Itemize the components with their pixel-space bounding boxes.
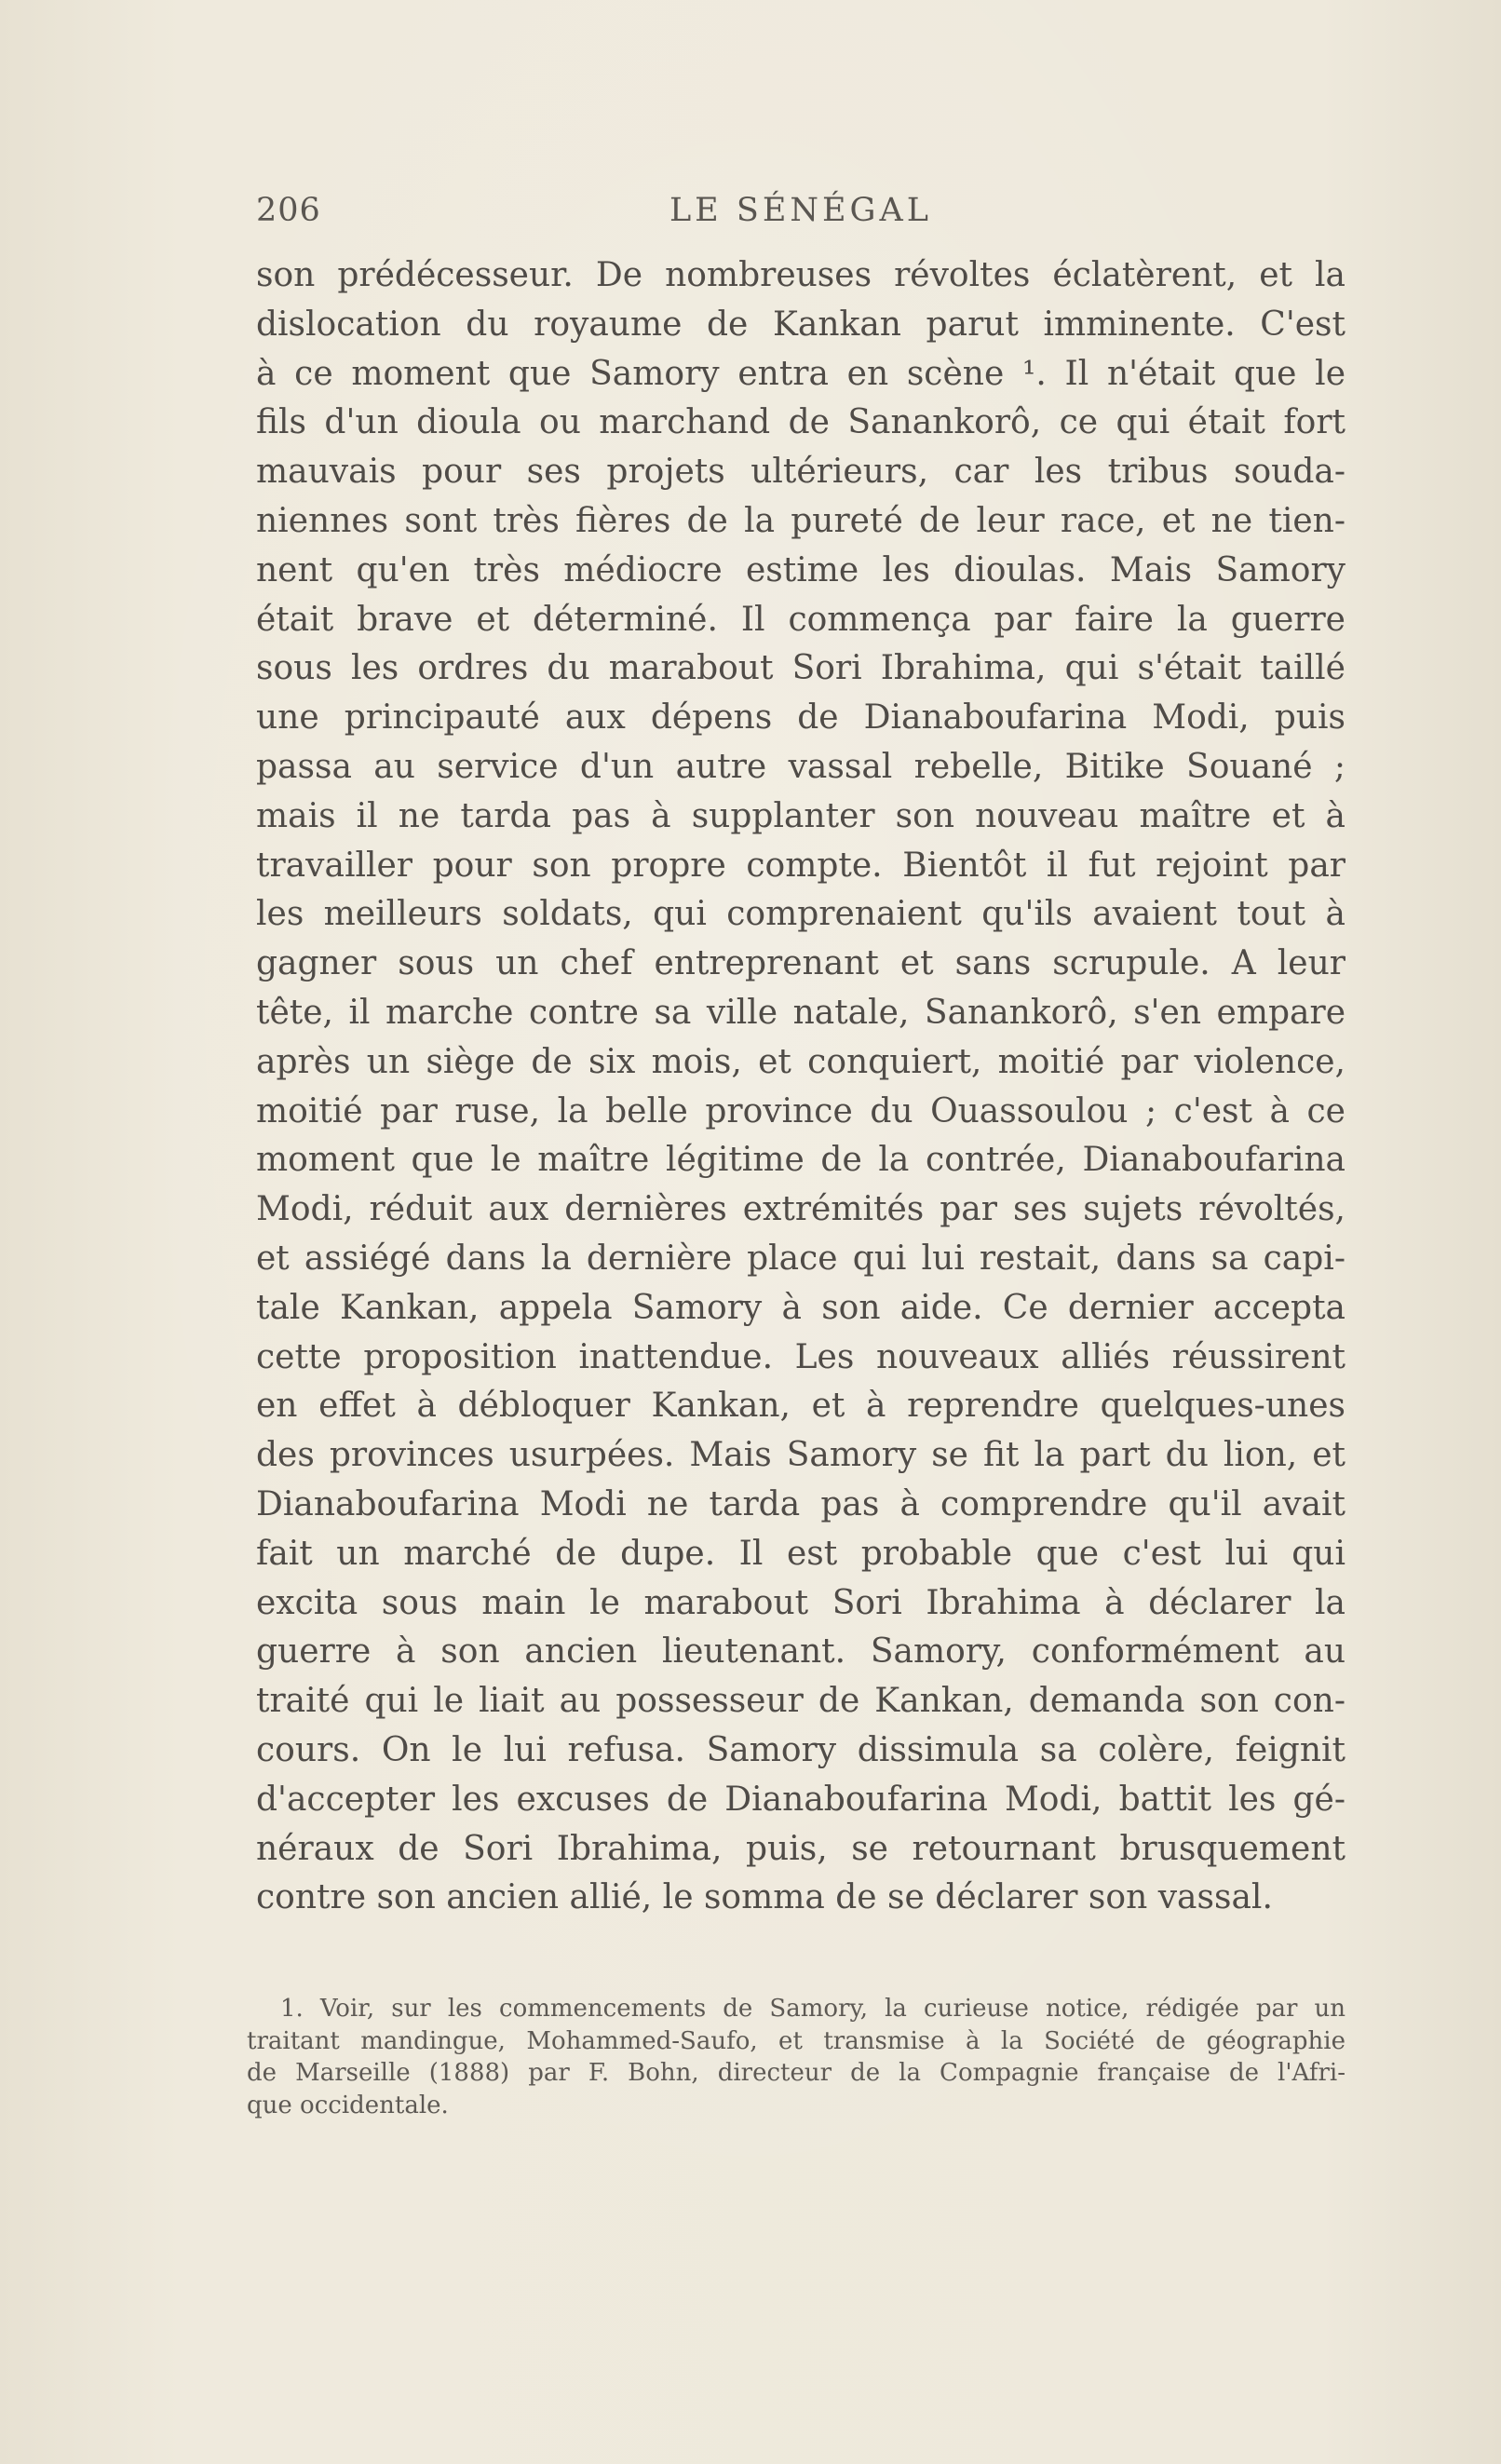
text-line: guerre à son ancien lieutenant. Samory, conformément au: [256, 1632, 1345, 1672]
text-line: travailler pour son propre compte. Bientôt il fut rejoint par: [256, 846, 1345, 885]
footnote-line: traitant mandingue, Mohammed-Saufo, et transmise à la Société de géographie: [247, 2026, 1345, 2055]
text-line: niennes sont très fières de la pureté de leur race, et ne tien-: [256, 501, 1345, 540]
text-line: moitié par ruse, la belle province du Ouassoulou ; c'est à ce: [256, 1091, 1345, 1130]
text-line: Modi, réduit aux dernières extrémités par ses sujets révoltés,: [256, 1190, 1345, 1229]
running-title: LE SÉNÉGAL: [669, 192, 933, 229]
text-line: dislocation du royaume de Kankan parut imminente. C'est: [256, 305, 1345, 344]
text-line: néraux de Sori Ibrahima, puis, se retournant brusquement: [256, 1829, 1345, 1868]
text-line: fait un marché de dupe. Il est probable que c'est lui qui: [256, 1534, 1345, 1573]
page-number: 206: [256, 192, 321, 229]
text-line: tête, il marche contre sa ville natale, Sanankorô, s'en empare: [256, 993, 1345, 1032]
text-line: fils d'un dioula ou marchand de Sanankorô, ce qui était fort: [256, 403, 1345, 442]
footnote: [247, 1993, 1345, 2121]
text-line: moment que le maître légitime de la contrée, Dianaboufarina: [256, 1141, 1345, 1180]
text-line: mais il ne tarda pas à supplanter son nouveau maître et à: [256, 796, 1345, 835]
text-line: traité qui le liait au possesseur de Kankan, demanda son con-: [256, 1682, 1345, 1721]
footnote-line: que occidentale.: [247, 2091, 449, 2119]
text-line: les meilleurs soldats, qui comprenaient qu'ils avaient tout à: [256, 895, 1345, 934]
footnote-line: de Marseille (1888) par F. Bohn, directeur de la Compagnie française de l'Afri-: [247, 2059, 1345, 2087]
text-line: cours. On le lui refusa. Samory dissimula sa colère, feignit: [256, 1730, 1345, 1769]
text-line: une principauté aux dépens de Dianaboufarina Modi, puis: [256, 698, 1345, 738]
text-line: Dianaboufarina Modi ne tarda pas à comprendre qu'il avait: [256, 1484, 1345, 1523]
page-header: [256, 192, 1345, 233]
text-line: sous les ordres du marabout Sori Ibrahima, qui s'était taillé: [256, 649, 1345, 688]
text-line: nent qu'en très médiocre estime les dioulas. Mais Samory: [256, 550, 1345, 589]
text-line: son prédécesseur. De nombreuses révoltes éclatèrent, et la: [256, 256, 1345, 294]
text-line: était brave et déterminé. Il commença par faire la guerre: [256, 600, 1345, 639]
text-line: après un siège de six mois, et conquiert, moitié par violence,: [256, 1042, 1345, 1081]
text-line: gagner sous un chef entreprenant et sans scrupule. A leur: [256, 944, 1345, 983]
text-line: passa au service d'un autre vassal rebelle, Bitike Souané ;: [256, 747, 1345, 786]
body-text: [256, 251, 1345, 1923]
text-line: cette proposition inattendue. Les nouveaux alliés réussirent: [256, 1337, 1345, 1376]
text-line: des provinces usurpées. Mais Samory se fit la part du lion, et: [256, 1436, 1345, 1475]
text-line: tale Kankan, appela Samory à son aide. Ce dernier accepta: [256, 1288, 1345, 1327]
text-line: contre son ancien allié, le somma de se déclarer son vassal.: [256, 1878, 1273, 1917]
text-line: en effet à débloquer Kankan, et à reprendre quelques-unes: [256, 1387, 1345, 1426]
text-line: d'accepter les excuses de Dianaboufarina Modi, battit les gé-: [256, 1780, 1345, 1819]
text-line: à ce moment que Samory entra en scène ¹. Il n'était que le: [256, 354, 1345, 393]
text-line: excita sous main le marabout Sori Ibrahima à déclarer la: [256, 1583, 1345, 1622]
footnote-line: 1. Voir, sur les commencements de Samory, la curieuse notice, rédigée par un: [280, 1995, 1345, 2023]
text-line: et assiégé dans la dernière place qui lui restait, dans sa capi-: [256, 1239, 1345, 1278]
text-line: mauvais pour ses projets ultérieurs, car les tribus souda-: [256, 453, 1345, 492]
